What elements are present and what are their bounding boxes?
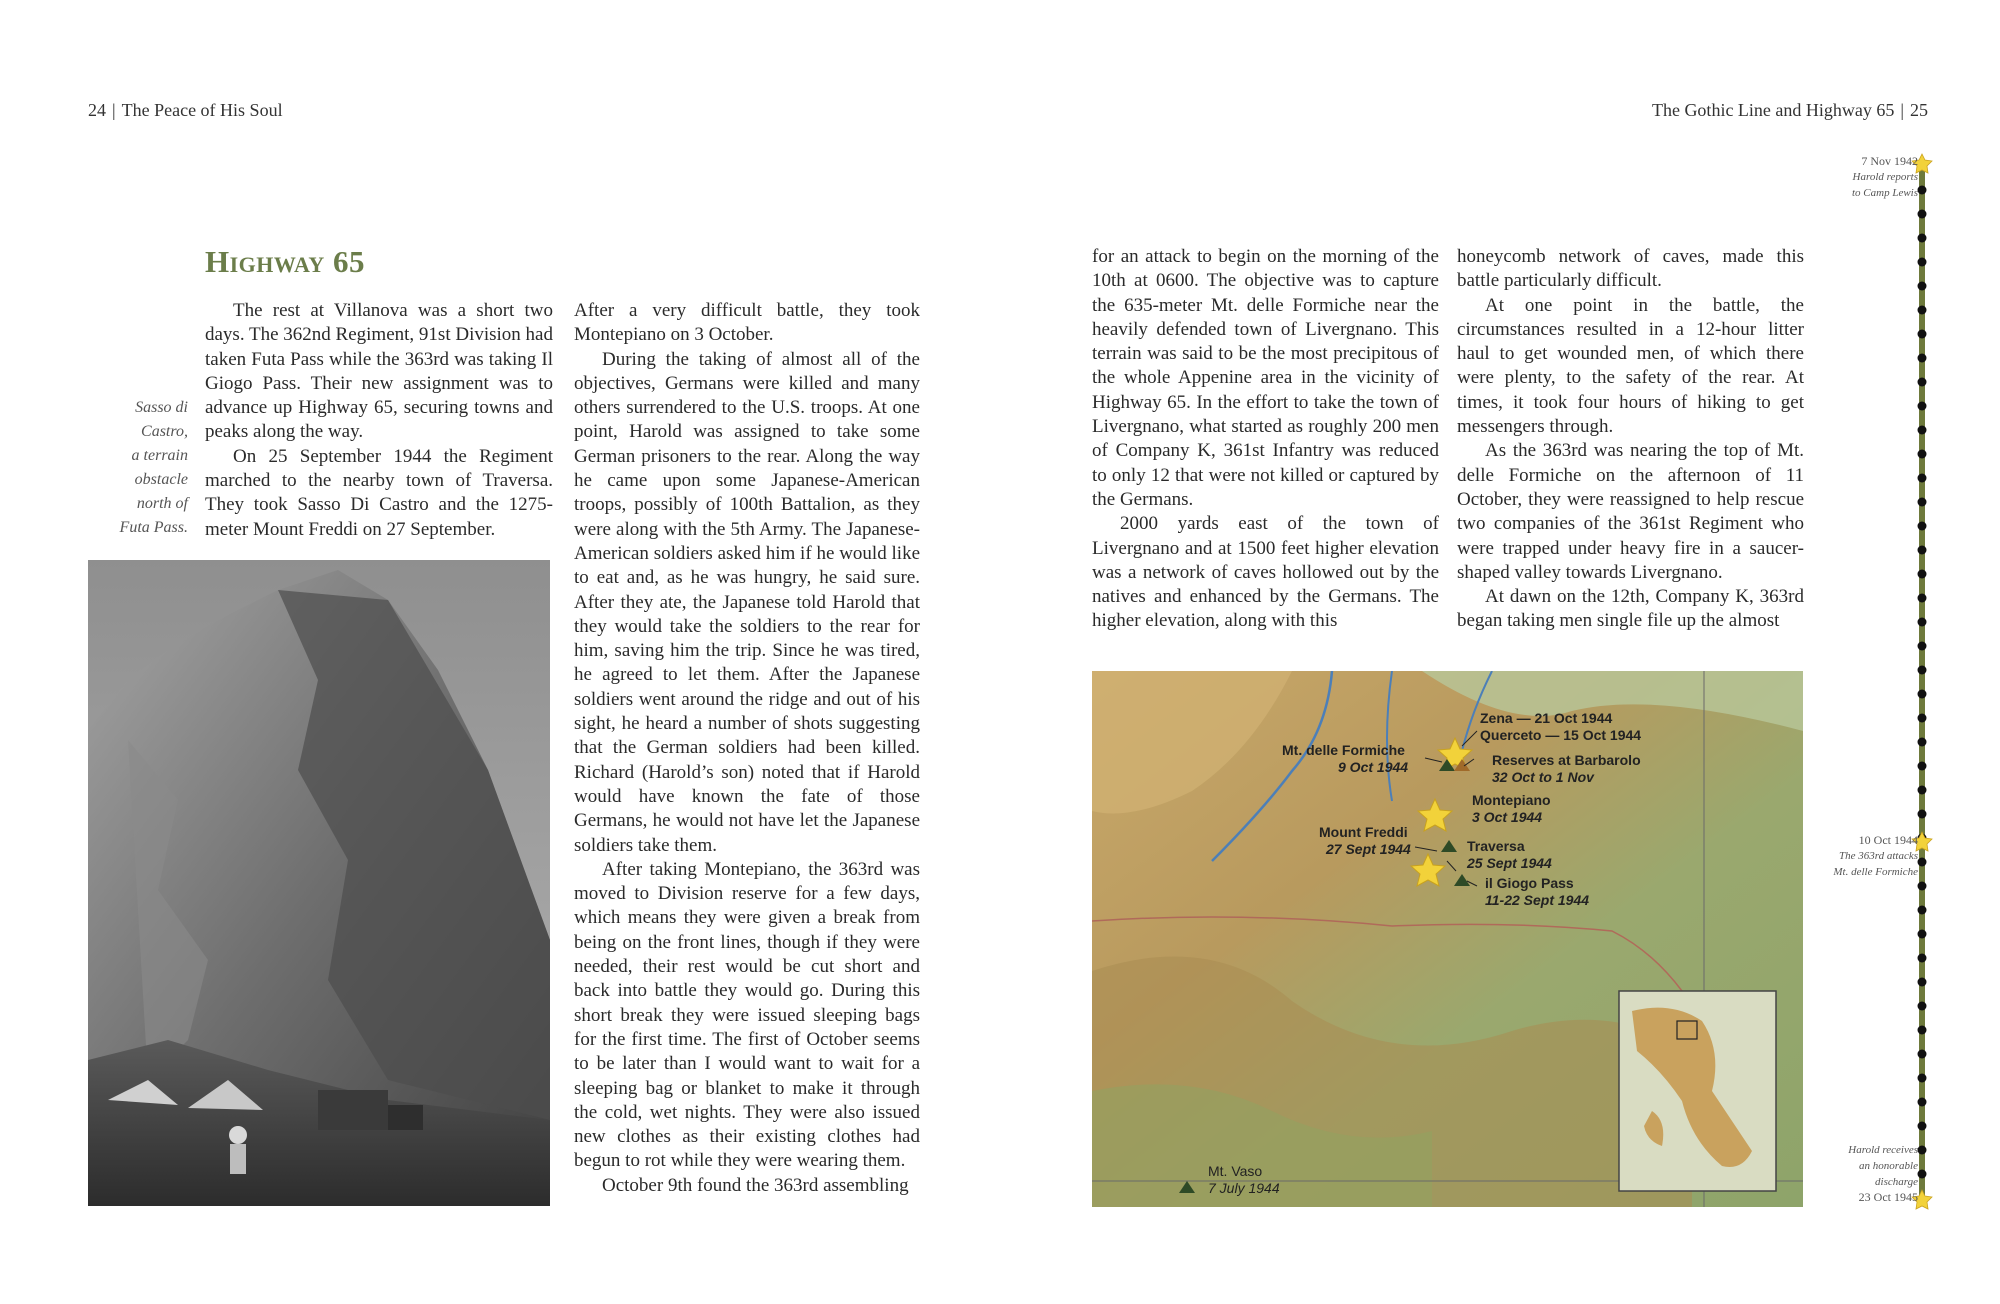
timeline-note: to Camp Lewis — [1851, 187, 1918, 199]
timeline-dot — [1918, 1098, 1927, 1107]
timeline-dot — [1918, 354, 1927, 363]
timeline-date: 10 Oct 1944 — [1858, 833, 1918, 847]
map-label-montepiano-date — [1472, 809, 1542, 825]
map-label-barbarolo: Reserves at Barbarolo — [1492, 752, 1641, 768]
map-label-querceto: Querceto — 15 Oct 1944 — [1480, 727, 1642, 743]
timeline-dot — [1918, 978, 1927, 987]
map-label-barbarolo-date — [1492, 769, 1594, 785]
timeline-dot — [1918, 186, 1927, 195]
timeline-date: 7 Nov 1942 — [1861, 154, 1918, 168]
map-date: 11-22 Sept 1944 — [1485, 892, 1590, 908]
paragraph: The rest at Villanova was a short two days. The 362nd Regiment, 91st Division had taken Futa Pass while the 363rd was taking Il Giogo Pass. Their new assignment was to advance up Highway 65, securing towns and peaks along the way. — [205, 300, 553, 443]
timeline-dot — [1918, 306, 1927, 315]
timeline-dot — [1918, 1002, 1927, 1011]
map-date: 3 Oct 1944 — [1472, 809, 1543, 825]
left-page-number: 24 — [88, 100, 106, 120]
timeline-dot — [1918, 426, 1927, 435]
timeline-dot — [1918, 210, 1927, 219]
timeline-dot — [1918, 906, 1927, 915]
sidenote-line: Castro, — [141, 423, 188, 440]
timeline-dot — [1918, 1026, 1927, 1035]
timeline-dot — [1918, 570, 1927, 579]
timeline-dot — [1918, 546, 1927, 555]
timeline-dot — [1918, 258, 1927, 267]
map-label-vaso: Mt. Vaso — [1208, 1163, 1263, 1179]
timeline-bar — [1828, 150, 1938, 1210]
timeline-note: discharge — [1875, 1176, 1918, 1188]
map-label-giogo-date — [1485, 892, 1589, 908]
timeline-dot — [1918, 282, 1927, 291]
paragraph: During the taking of almost all of the objectives, Germans were killed and many others surrendered to the U.S. troops. At one point, Harold was assigned to take some German prisoners to the rear. Along the way he came upon some Japanese-American troops, possibly of 100th Battalion, as they were along with the 5th Army. The Japanese-American soldiers asked him if he would like to eat and, as he was hungry, he said sure. After they ate, the Japanese told Harold that they would take the soldiers to the rear for him, saving him the trip. Since he was tired, he agreed to let them. After the Japanese soldiers went around the ridge and out of his sight, he heard a number of shots suggesting that the German soldiers had been killed. Richard (Harold’s son) noted that if Harold would have known the fate of those Germans, he would not have let the Japanese soldiers take them. — [574, 348, 920, 856]
text-column-1 — [205, 299, 553, 542]
timeline-entry-middle — [1833, 833, 1918, 880]
header-separator: | — [1900, 100, 1904, 120]
sidenote-line: obstacle — [134, 471, 188, 488]
campaign-map — [1092, 671, 1803, 1207]
timeline-dot — [1918, 594, 1927, 603]
right-page-header — [1652, 100, 1928, 121]
map-label-zena: Zena — 21 Oct 1944 — [1480, 710, 1613, 726]
timeline-dot — [1918, 738, 1927, 747]
text-column-2 — [574, 299, 920, 1198]
map-date: 25 Sept 1944 — [1467, 855, 1552, 871]
timeline-dot — [1918, 642, 1927, 651]
paragraph: At dawn on the 12th, Company K, 363rd began taking men single file up the almost — [1457, 586, 1804, 632]
timeline-dot — [1918, 882, 1927, 891]
timeline-dot — [1918, 378, 1927, 387]
timeline-dot — [1918, 450, 1927, 459]
map-label-vaso-date — [1208, 1180, 1280, 1196]
timeline-note: an honorable — [1859, 1160, 1918, 1172]
timeline-dot — [1918, 714, 1927, 723]
paragraph: At one point in the battle, the circumstances resulted in a 12-hour litter haul to get wounded men, of which there were plenty, to the safety of the rear. At times, it took four hours of hiking to get messengers through. — [1457, 294, 1804, 438]
sidenote-line: north of — [136, 495, 188, 512]
paragraph: honeycomb network of caves, made this battle particularly difficult. — [1457, 246, 1804, 292]
timeline-dot — [1918, 402, 1927, 411]
right-running-title: The Gothic Line and Highway 65 — [1651, 100, 1895, 120]
photo-caption-sidenote — [108, 396, 188, 540]
timeline-dot — [1918, 1122, 1927, 1131]
map-label-freddi: Mount Freddi — [1319, 824, 1408, 840]
left-page-header — [88, 100, 283, 121]
terrain-map-illustration — [1092, 671, 1803, 1207]
paragraph: October 9th found the 363rd assembling — [602, 1174, 909, 1196]
map-label-freddi-date — [1326, 841, 1411, 857]
paragraph: As the 363rd was nearing the top of Mt. delle Formiche on the afternoon of 11 October, they were reassigned to help rescue two companies of the 361st Regiment who were trapped under heavy fire in a saucer-shaped valley towards Livergnano. — [1457, 440, 1804, 583]
map-label-giogo: il Giogo Pass — [1485, 875, 1574, 891]
header-separator: | — [112, 100, 116, 120]
timeline-dot — [1918, 1074, 1927, 1083]
timeline-dot — [1918, 522, 1927, 531]
left-running-title: The Peace of His Soul — [121, 100, 283, 120]
text-column-4 — [1457, 245, 1804, 634]
timeline-dot — [1918, 786, 1927, 795]
timeline-note: The 363rd attacks — [1838, 850, 1918, 862]
map-label-montepiano: Montepiano — [1472, 792, 1551, 808]
timeline-note: Harold receives — [1848, 1144, 1918, 1156]
paragraph: After a very difficult battle, they took Montepiano on 3 October. — [574, 300, 920, 346]
timeline-dot — [1918, 498, 1927, 507]
timeline-note: Harold reports — [1852, 171, 1918, 183]
timeline-dot — [1918, 474, 1927, 483]
map-label-traversa: Traversa — [1467, 838, 1525, 854]
timeline-date: 23 Oct 1945 — [1858, 1190, 1918, 1204]
timeline-dot — [1918, 810, 1927, 819]
map-label-formiche-date — [1338, 759, 1408, 775]
timeline-dot — [1918, 1146, 1927, 1155]
paragraph: for an attack to begin on the morning of the 10th at 0600. The objective was to capture the 635-meter Mt. delle Formiche near the heavily defended town of Livergnano. This terrain was said to be the most precipitous of the whole Appenine area in the vicinity of Highway 65. In the effort to take the town of Livergnano, what started as roughly 200 men of Company K, 361st Infantry was reduced to only 12 that were not killed or captured by the Germans. — [1092, 246, 1439, 510]
sidenote-line: a terrain — [131, 447, 188, 464]
sidenote-line: Futa Pass. — [119, 519, 188, 536]
section-heading: Highway 65 — [205, 244, 365, 279]
paragraph: After taking Montepiano, the 363rd was moved to Division reserve for a few days, which means they were given a break from being on the front lines, though if they were needed, their rest would be cut short and back into battle they would go. During this short break they were issued sleeping bags for the first time. The first of October seems to be later than I would want to wait for a sleeping bag or blanket to make it through the cold, wet nights. They were also issued new clothes as their existing clothes had begun to rot while they were wearing them. — [574, 858, 920, 1172]
map-date: 27 Sept 1944 — [1326, 841, 1411, 857]
timeline-dot — [1918, 762, 1927, 771]
timeline-dot — [1918, 690, 1927, 699]
timeline-dot — [1918, 1050, 1927, 1059]
map-label-traversa-date — [1467, 855, 1552, 871]
timeline-dot — [1918, 954, 1927, 963]
map-date: 32 Oct to 1 Nov — [1492, 769, 1594, 785]
map-date: 9 Oct 1944 — [1338, 759, 1409, 775]
timeline-dot — [1918, 858, 1927, 867]
sasso-di-castro-photo — [88, 560, 550, 1206]
text-column-3 — [1092, 245, 1439, 634]
timeline-dot — [1918, 666, 1927, 675]
map-date: 7 July 1944 — [1208, 1180, 1280, 1196]
timeline-dot — [1918, 234, 1927, 243]
mountain-photo-illustration — [88, 560, 550, 1206]
timeline-entry-bottom — [1848, 1142, 1918, 1205]
timeline-dot — [1918, 330, 1927, 339]
paragraph: 2000 yards east of the town of Livergnano and at 1500 feet higher elevation was a network of caves hollowed out by the natives and enhanced by the Germans. The higher elevation, along with this — [1092, 513, 1439, 632]
service-timeline — [1828, 150, 1938, 1210]
right-page-number: 25 — [1910, 100, 1928, 120]
timeline-dot — [1918, 618, 1927, 627]
timeline-dot — [1918, 1170, 1927, 1179]
timeline-entry-top — [1852, 154, 1918, 201]
map-label-formiche: Mt. delle Formiche — [1282, 742, 1405, 758]
sidenote-line: Sasso di — [135, 399, 188, 416]
timeline-dot — [1918, 930, 1927, 939]
timeline-note: Mt. delle Formiche — [1833, 866, 1918, 878]
paragraph: On 25 September 1944 the Regiment marched to the nearby town of Traversa. They took Sasso Di Castro and the 1275-meter Mount Freddi on 27 September. — [205, 445, 553, 540]
